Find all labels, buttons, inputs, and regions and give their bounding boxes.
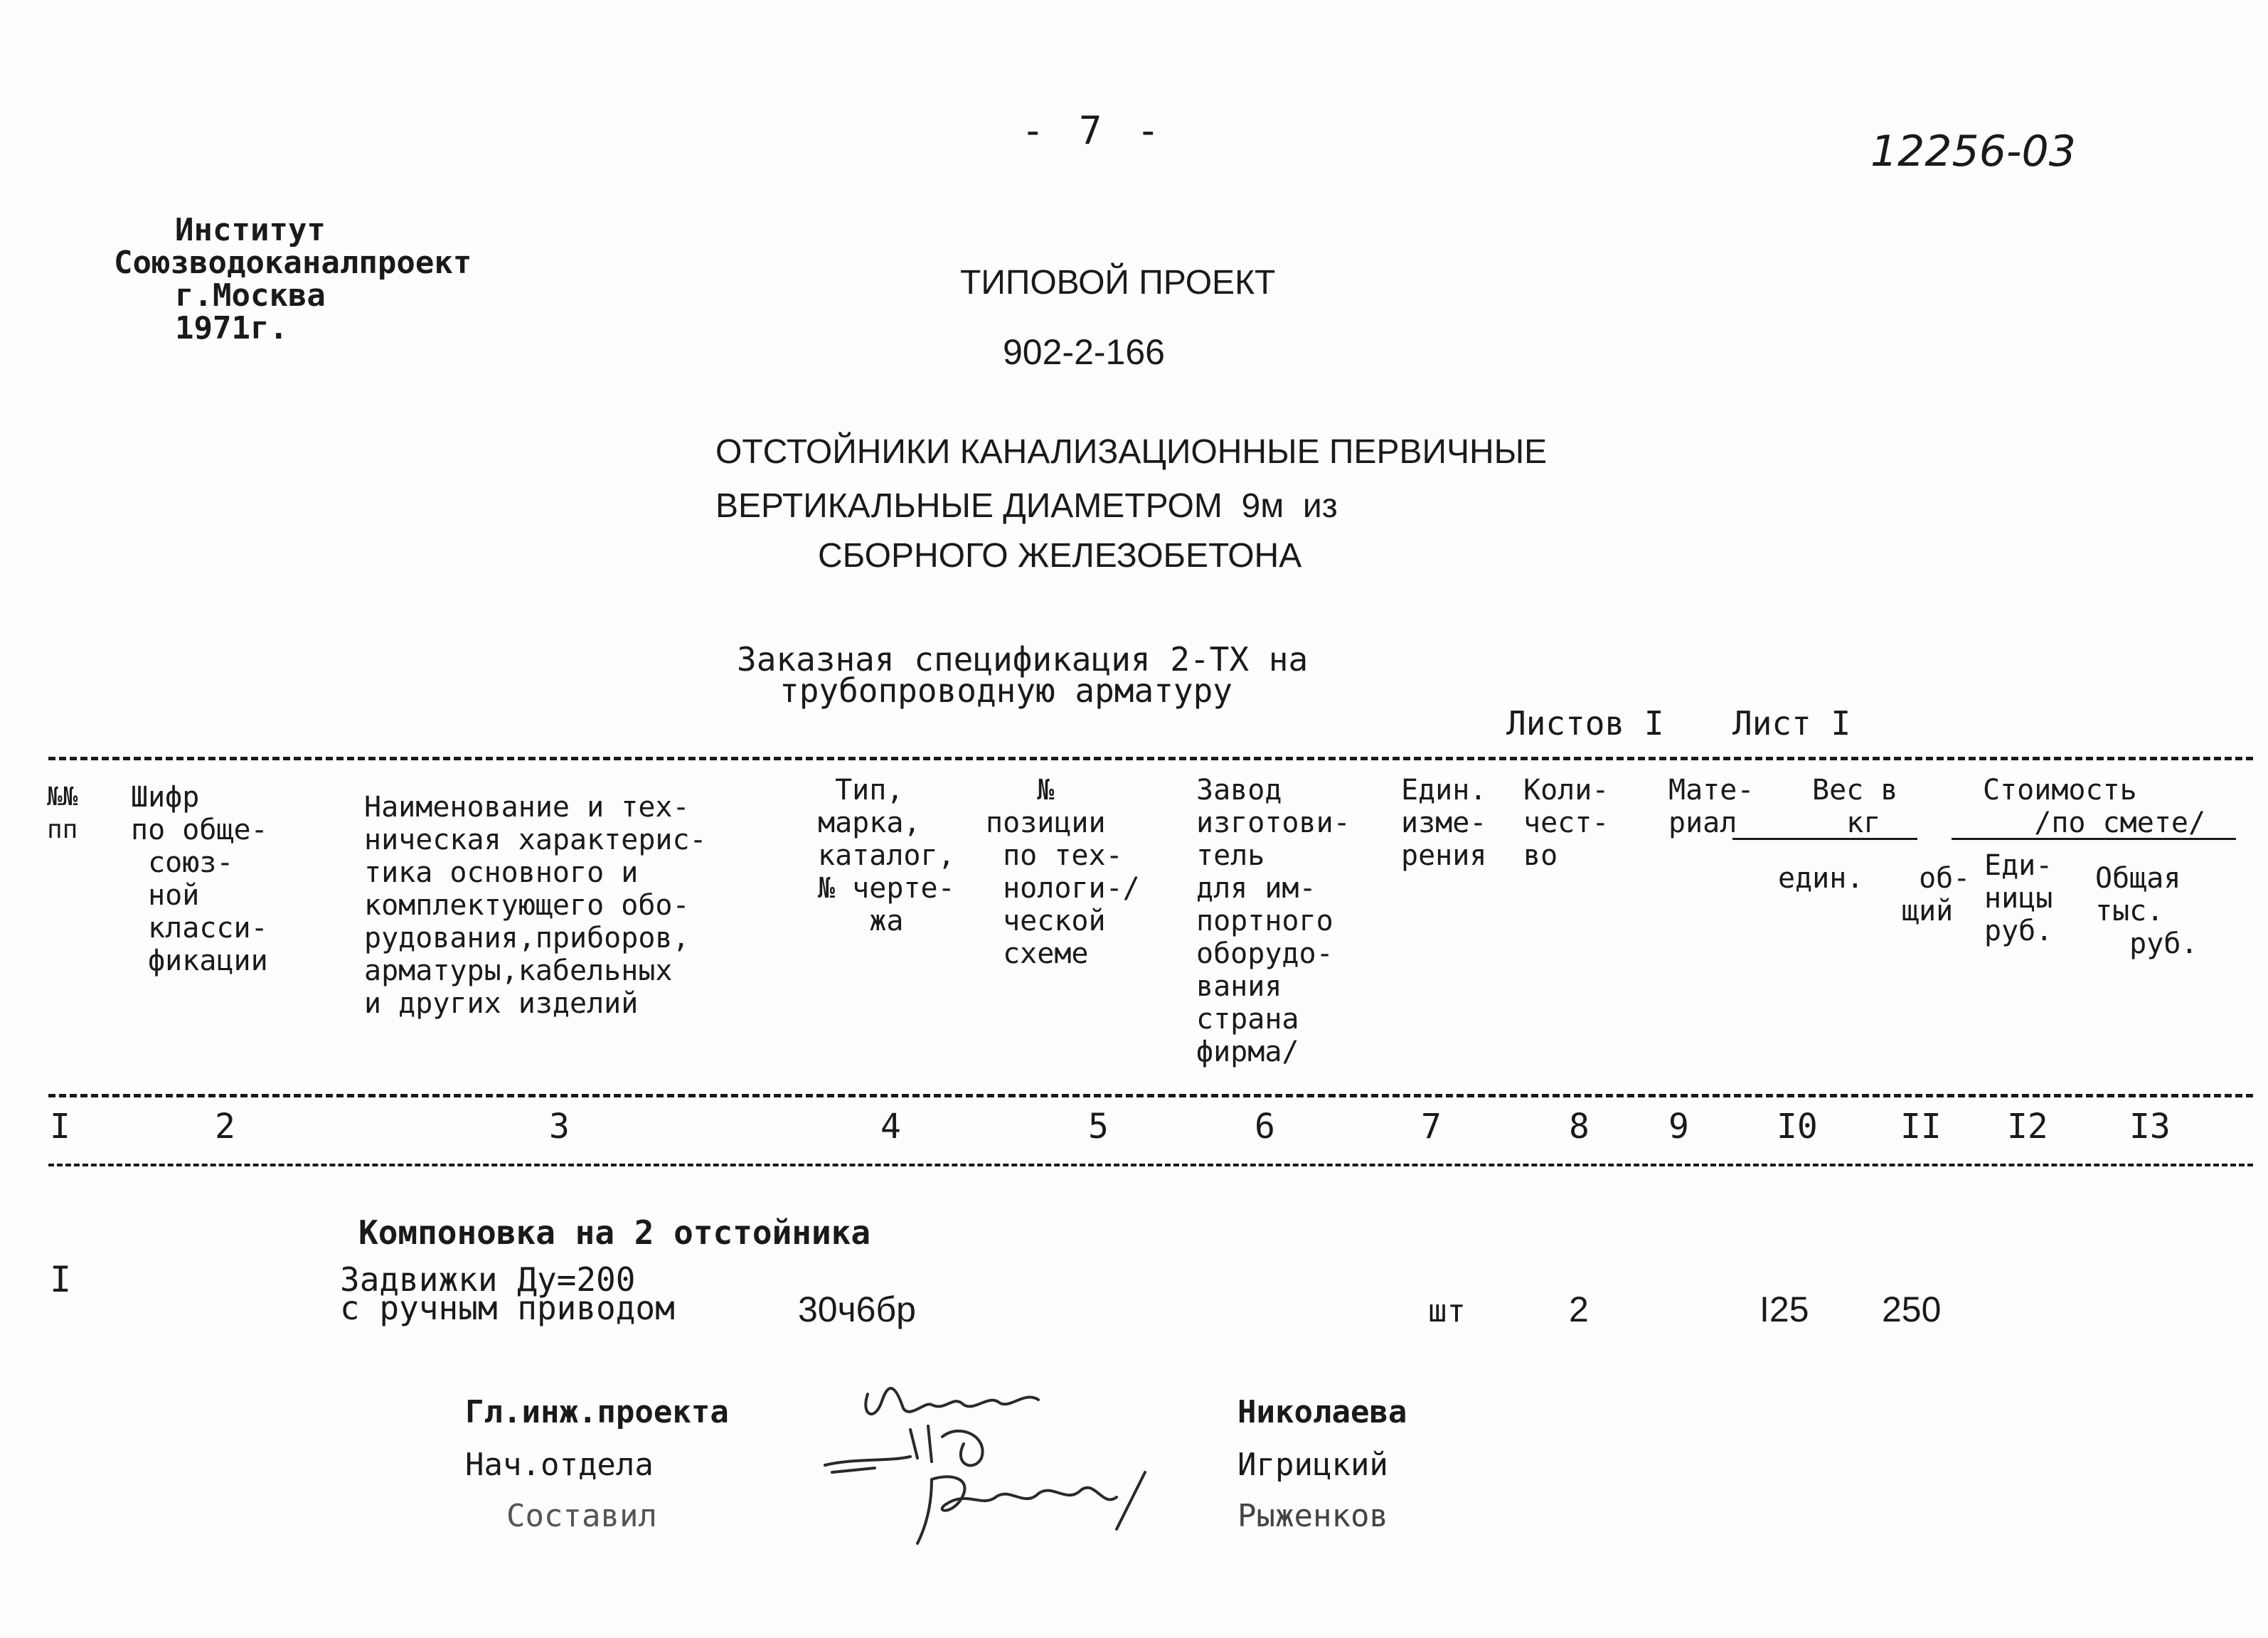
row-name-line1: Задвижки Ду=200 [340, 1260, 636, 1299]
project-title-line2: ВЕРТИКАЛЬНЫЕ ДИАМЕТРОМ 9м из [715, 487, 1338, 525]
spec-title-line1: Заказная спецификация 2-ТХ на [737, 640, 1309, 679]
signature-role: Нач.отдела [465, 1447, 654, 1483]
header-col1: №№ пп [47, 782, 78, 844]
column-number: I0 [1777, 1107, 1818, 1147]
header-col12: Еди- ницы руб. [1984, 849, 2053, 947]
row-weight-total: 250 [1882, 1289, 1942, 1329]
header-col2: Шифр по обще- союз- ной класси- фикации [131, 781, 268, 977]
column-numbers-bottom-rule [48, 1164, 2253, 1166]
weight-group-rule [1732, 838, 1917, 840]
project-number: 902-2-166 [1003, 332, 1165, 372]
row-number: I [50, 1259, 72, 1300]
column-number: I3 [2129, 1107, 2171, 1147]
row-name-line2: с ручным приводом [340, 1289, 675, 1327]
header-col8: Коли- чест- во [1523, 774, 1609, 872]
column-number: 5 [1088, 1107, 1109, 1147]
institute-year: 1971г. [175, 310, 288, 346]
header-cost-group: Стоимость /по смете/ [1983, 774, 2206, 839]
project-kind: ТИПОВОЙ ПРОЕКТ [960, 264, 1276, 302]
column-number: 4 [880, 1107, 901, 1147]
signature-name: Николаева [1237, 1394, 1407, 1430]
institute-city: г.Москва [175, 277, 326, 314]
header-col6: Завод изготови- тель для им- портного оборудо- вания страна фирма/ [1196, 774, 1351, 1068]
column-number: II [1900, 1107, 1942, 1147]
row-type: 30ч6бр [798, 1289, 916, 1329]
header-col13: Общая тыс. руб. [2095, 862, 2198, 960]
document-code: 12256-03 [1870, 127, 2076, 176]
signature-role: Гл.инж.проекта [465, 1394, 729, 1430]
signature-role: Составил [506, 1498, 657, 1534]
column-number: 8 [1569, 1107, 1590, 1147]
header-col10: един. [1778, 862, 1864, 895]
page-number: - 7 - [1021, 108, 1166, 153]
institute-name: Институт [175, 212, 326, 248]
sheets-total: Листов I [1506, 704, 1664, 743]
spec-title-line2: трубопроводную арматуру [779, 671, 1233, 710]
column-number: 3 [549, 1107, 570, 1147]
header-col7: Един. изме- рения [1401, 774, 1487, 872]
cost-group-rule [1952, 838, 2236, 840]
column-number: 2 [215, 1107, 235, 1147]
column-number: I [50, 1107, 70, 1147]
header-col3: Наименование и тех- ническая характерис- тика основного и комплектующего обо- рудования,приборов, арматуры,кабельных и других изделий [364, 791, 707, 1020]
sheet-number: Лист I [1732, 704, 1851, 743]
header-col5: № позиции по тех- нологи-/ ческой схеме [986, 774, 1140, 970]
project-title-line1: ОТСТОЙНИКИ КАНАЛИЗАЦИОННЫЕ ПЕРВИЧНЫЕ [715, 433, 1548, 471]
header-col4: Тип, марка, каталог, № черте- жа [818, 774, 955, 937]
header-col9: Мате- риал [1668, 774, 1755, 839]
project-title-line3: СБОРНОГО ЖЕЛЕЗОБЕТОНА [818, 537, 1302, 575]
handwritten-signatures [811, 1373, 1209, 1558]
header-bottom-rule [48, 1094, 2253, 1097]
table-top-rule [48, 757, 2253, 760]
column-number: 7 [1421, 1107, 1442, 1147]
column-number: 6 [1255, 1107, 1275, 1147]
row-qty: 2 [1569, 1289, 1589, 1329]
signature-name: Игрицкий [1237, 1447, 1388, 1483]
row-weight-unit: I25 [1759, 1289, 1809, 1329]
signature-name: Рыженков [1237, 1498, 1388, 1534]
column-number: 9 [1668, 1107, 1689, 1147]
row-unit: шт [1428, 1293, 1466, 1329]
header-col11: об- щий [1902, 862, 1971, 927]
institute-org: Союзводоканалпроект [114, 245, 472, 281]
header-weight-group: Вес в кг [1812, 774, 1898, 839]
section-title: Компоновка на 2 отстойника [358, 1213, 871, 1252]
column-number: I2 [2007, 1107, 2048, 1147]
